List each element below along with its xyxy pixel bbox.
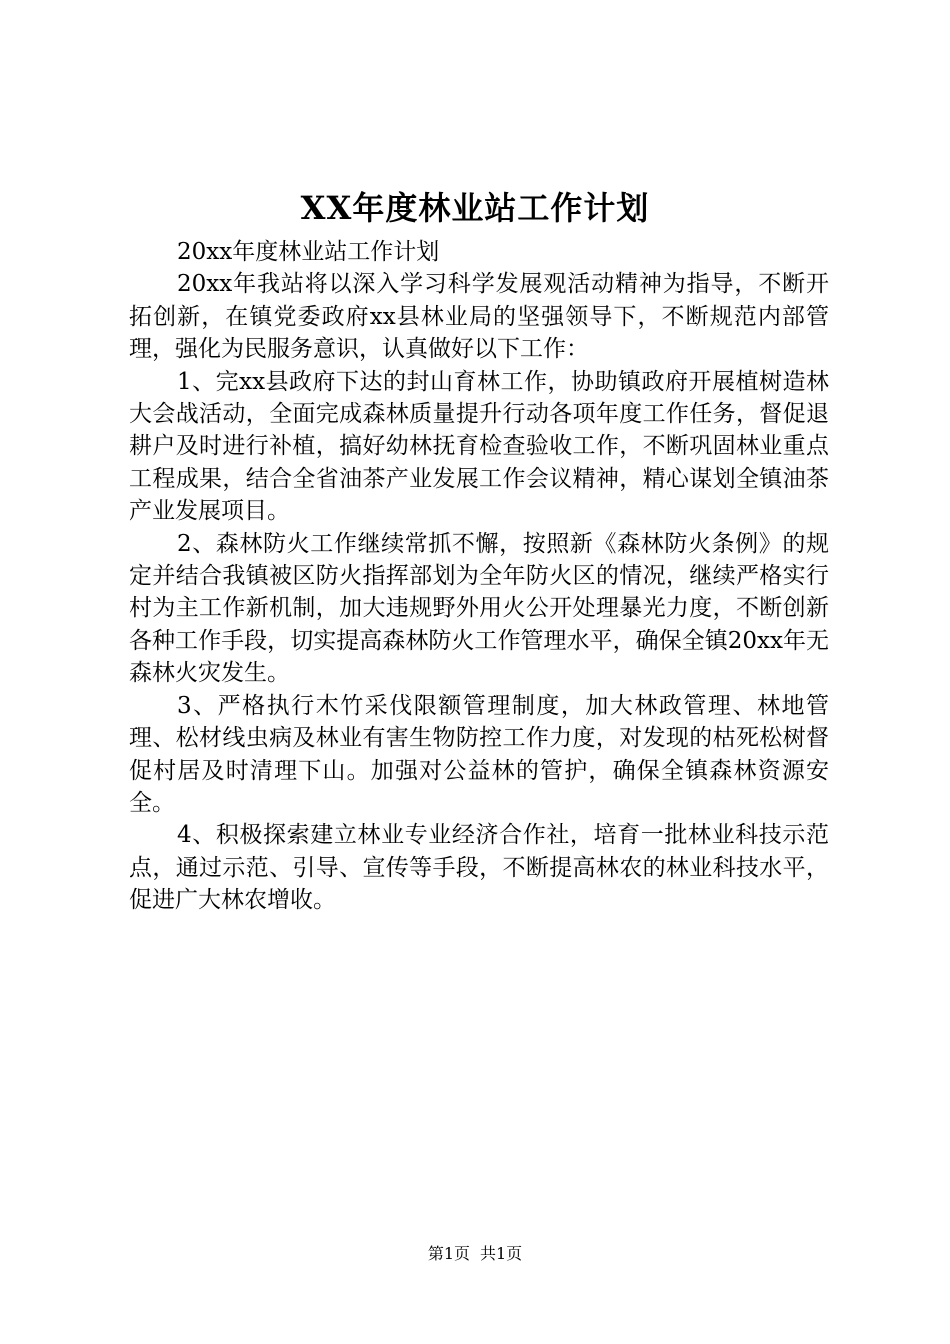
document-body	[129, 236, 829, 917]
paragraph-subtitle: 20xx年度林业站工作计划	[177, 239, 440, 265]
paragraph-item-1: 1、完xx县政府下达的封山育林工作，协助镇政府开展植树造林大会战活动，全面完成森林质量提升行动各项年度工作任务，督促退耕户及时进行补植，搞好幼林抚育检查验收工作，不断巩固林业重点工程成果，结合全省油茶产业发展工作会议精神，精心谋划全镇油茶产业发展项目。	[129, 368, 829, 525]
paragraph-item-3: 3、严格执行木竹采伐限额管理制度，加大林政管理、林地管理、松材线虫病及林业有害生物防控工作力度，对发现的枯死松树督促村居及时清理下山。加强对公益林的管护，确保全镇森林资源安全。	[129, 692, 829, 816]
paragraph-item-2: 2、森林防火工作继续常抓不懈，按照新《森林防火条例》的规定并结合我镇被区防火指挥部划为全年防火区的情况，继续严格实行村为主工作新机制，加大违规野外用火公开处理暴光力度，不断创新各种工作手段，切实提高森林防火工作管理水平，确保全镇20xx年无森林火灾发生。	[129, 530, 829, 687]
paragraph-item-4: 4、积极探索建立林业专业经济合作社，培育一批林业科技示范点，通过示范、引导、宣传等手段，不断提高林农的林业科技水平，促进广大林农增收。	[129, 822, 829, 914]
paragraph-intro: 20xx年我站将以深入学习科学发展观活动精神为指导，不断开拓创新，在镇党委政府xx县林业局的坚强领导下，不断规范内部管理，强化为民服务意识，认真做好以下工作：	[129, 271, 829, 363]
page-number-current: 第1页	[427, 1244, 470, 1263]
page-number-total: 共1页	[480, 1244, 523, 1263]
page-footer	[0, 1243, 950, 1265]
document-title: XX年度林业站工作计划	[300, 189, 650, 227]
